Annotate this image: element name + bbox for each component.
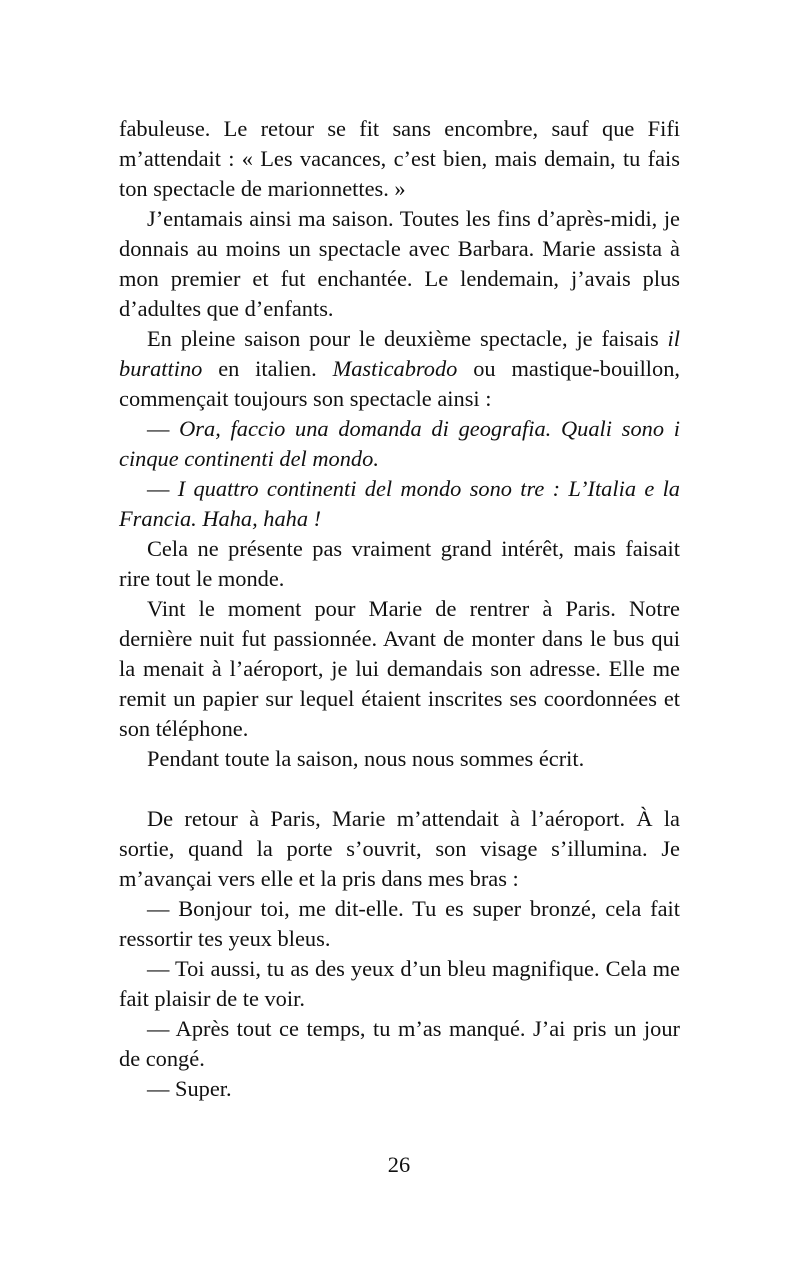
paragraph xyxy=(119,1014,680,1074)
paragraph-text: En pleine saison pour le deuxième spectacle, je faisais xyxy=(147,326,668,351)
italic-text: Ora, faccio una domanda di geografia. Quali sono i cinque continenti del mondo. xyxy=(119,416,680,471)
paragraph xyxy=(119,804,680,894)
paragraph xyxy=(119,534,680,594)
paragraph-text: De retour à Paris, Marie m’attendait à l’aéroport. À la sortie, quand la porte s’ouvrit, son visage s’illumina. Je m’avançai vers elle et la pris dans mes bras : xyxy=(119,806,680,891)
paragraph xyxy=(119,744,680,774)
paragraph xyxy=(119,594,680,744)
paragraph xyxy=(119,1074,680,1104)
paragraph-text: J’entamais ainsi ma saison. Toutes les fins d’après-midi, je donnais au moins un spectacle avec Barbara. Marie assista à mon premier et fut enchantée. Le lendemain, j’avais plus d’adultes que d’enfants. xyxy=(119,206,680,321)
italic-text: Masticabrodo xyxy=(332,356,458,381)
paragraph-text: Vint le moment pour Marie de rentrer à Paris. Notre dernière nuit fut passionnée. Avant de monter dans le bus qui la menait à l’aéroport, je lui demandais son adresse. Elle me remit un papier sur lequel étaient inscrites ses coordonnées et son téléphone. xyxy=(119,596,680,741)
paragraph-text: — Bonjour toi, me dit-elle. Tu es super bronzé, cela fait ressortir tes yeux bleus. xyxy=(119,896,680,951)
page-body xyxy=(119,114,680,1104)
paragraph xyxy=(119,894,680,954)
paragraph-text: en italien. xyxy=(202,356,333,381)
paragraph-text: fabuleuse. Le retour se fit sans encombre, sauf que Fifi m’attendait : « Les vacances, c’est bien, mais demain, tu fais ton spectacle de marionnettes. » xyxy=(119,116,680,201)
italic-text: il burattino xyxy=(119,326,680,381)
paragraph-text: — xyxy=(147,416,180,441)
paragraph-text: ou mastique-bouillon, commençait toujours son spectacle ainsi : xyxy=(119,356,680,411)
paragraph-text: — xyxy=(147,476,178,501)
paragraph-text: — Après tout ce temps, tu m’as manqué. J’ai pris un jour de congé. xyxy=(119,1016,680,1071)
paragraph xyxy=(119,954,680,1014)
paragraph-text: Cela ne présente pas vraiment grand intérêt, mais faisait rire tout le monde. xyxy=(119,536,680,591)
section-break xyxy=(119,774,680,804)
paragraph xyxy=(119,114,680,204)
paragraph xyxy=(119,204,680,324)
paragraph-text: — Toi aussi, tu as des yeux d’un bleu magnifique. Cela me fait plaisir de te voir. xyxy=(119,956,680,1011)
italic-text: I quattro continenti del mondo sono tre : L’Italia e la Francia. Haha, haha ! xyxy=(119,476,680,531)
page-number: 26 xyxy=(387,1152,411,1177)
paragraph-text: — Super. xyxy=(147,1076,232,1101)
paragraph-text: Pendant toute la saison, nous nous sommes écrit. xyxy=(147,746,585,771)
paragraph xyxy=(119,324,680,414)
paragraph xyxy=(119,414,680,474)
paragraph xyxy=(119,474,680,534)
